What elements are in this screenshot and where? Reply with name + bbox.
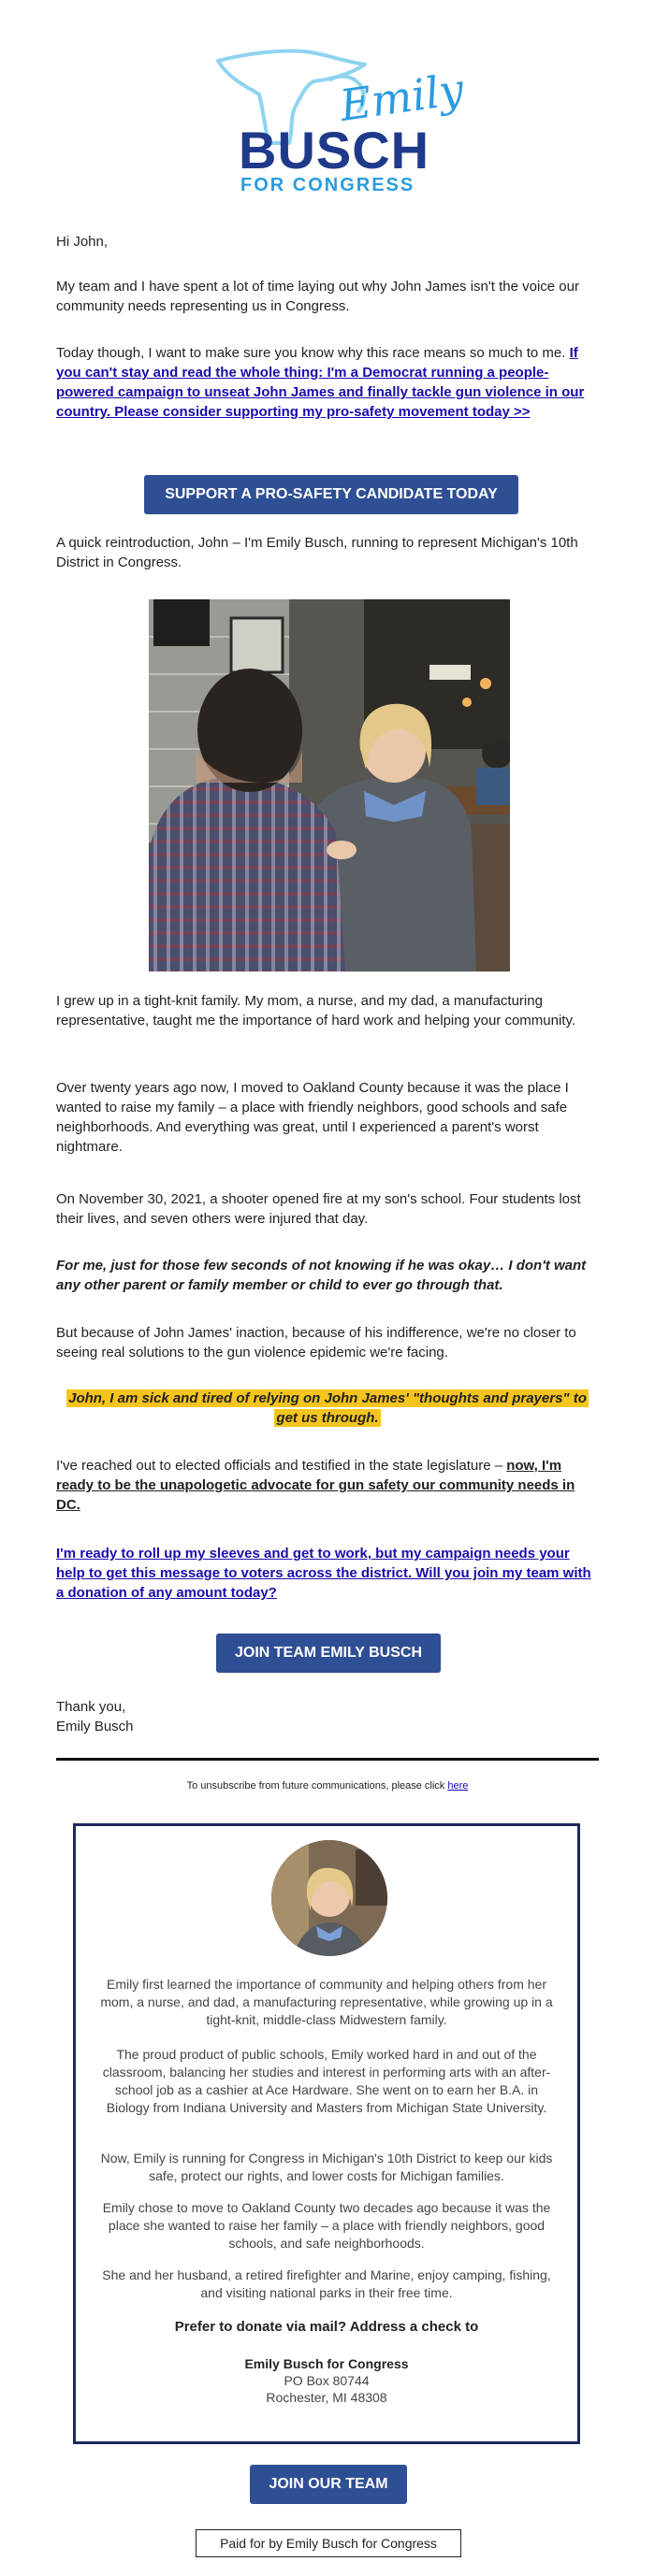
paragraph-family: I grew up in a tight-knit family. My mom, a nurse, and my dad, a manufacturing representative, taught me the importance of hard work and helping your community.: [56, 993, 576, 1029]
paragraph-advocate-lead: I've reached out to elected officials and testified in the state legislature –: [56, 1458, 507, 1474]
logo-surname: BUSCH: [239, 121, 430, 180]
paid-for-disclaimer: [196, 2529, 461, 2557]
bio-box: [73, 1823, 580, 2444]
support-movement-link[interactable]: If you can't stay and read the whole thing: I'm a Democrat running a people-powered campaign to unseat John James and finally tackle gun violence in our country. Please consider supporting my pro-safety movement today >>: [56, 345, 585, 420]
mail-po-box: PO Box 80744: [284, 2373, 370, 2388]
paragraph-reintroduction: A quick reintroduction, John – I'm Emily Busch, running to represent Michigan's 10th District in Congress.: [56, 535, 578, 570]
support-candidate-button[interactable]: SUPPORT A PRO-SAFETY CANDIDATE TODAY: [144, 475, 518, 514]
paragraph-why-race-lead: Today though, I want to make sure you know why this race means so much to me.: [56, 345, 570, 361]
signature: Emily Busch: [56, 1719, 134, 1734]
mail-city: Rochester, MI 48308: [266, 2390, 387, 2405]
highlighted-statement-text: John, I am sick and tired of relying on John James' "thoughts and prayers" to get us through.: [68, 1390, 587, 1426]
paid-for-text: Paid for by Emily Busch for Congress: [220, 2536, 437, 2551]
join-our-team-button[interactable]: JOIN OUR TEAM: [250, 2465, 407, 2504]
paragraph-oakland-county: Over twenty years ago now, I moved to Oakland County because it was the place I wanted to raise my family – a place with friendly neighbors, good schools and safe neighborhoods. And everything was great, until I experienced a parent's worst nightmare.: [56, 1080, 569, 1155]
campaign-logo: [211, 33, 467, 201]
logo-script-name: Emily: [336, 64, 467, 131]
join-team-button[interactable]: JOIN TEAM EMILY BUSCH: [216, 1633, 441, 1673]
paragraph-why-race: [56, 343, 599, 422]
bio-paragraph-oakland: Emily chose to move to Oakland County two decades ago because it was the place she wanted to raise her family – a place with friendly neighbors, good schools, and safe neighborhoods.: [102, 2200, 551, 2251]
signoff: Thank you,: [56, 1699, 126, 1715]
paragraph-donation-ask: [56, 1544, 599, 1603]
bio-paragraph-upbringing: Emily first learned the importance of community and helping others from her mom, a nurse, and dad, a manufacturing representative, while growing up in a tight-knit, middle-class Midwestern family.: [100, 1977, 553, 2027]
bio-paragraph-education: The proud product of public schools, Emily worked hard in and out of the classroom, balancing her studies and interest in performing arts with an after-school job as a cashier at Ace Hardware. She went on to earn her B.A. in Biology from Indiana University and Masters from Michigan State University.: [102, 2047, 551, 2115]
paragraph-inaction: But because of John James' inaction, because of his indifference, we're no closer to seeing real solutions to the gun violence epidemic we're facing.: [56, 1325, 576, 1360]
paragraph-intro: My team and I have spent a lot of time laying out why John James isn't the voice our community needs representing us in Congress.: [56, 279, 579, 314]
bio-paragraph-running: Now, Emily is running for Congress in Michigan's 10th District to keep our kids safe, protect our rights, and lower costs for Michigan families.: [100, 2151, 553, 2183]
highlighted-statement: [56, 1389, 599, 1428]
greeting: Hi John,: [56, 234, 109, 250]
donation-link[interactable]: I'm ready to roll up my sleeves and get to work, but my campaign needs your help to get this message to voters across the district. Will you join my team with a donation of any amount today?: [56, 1546, 591, 1601]
unsubscribe-link[interactable]: here: [447, 1780, 469, 1792]
logo-tagline: FOR CONGRESS: [240, 175, 415, 195]
paragraph-advocate: [56, 1456, 599, 1515]
bio-paragraph-family: She and her husband, a retired firefighter and Marine, enjoy camping, fishing, and visiting national parks in their free time.: [102, 2267, 551, 2300]
mail-org-name: Emily Busch for Congress: [244, 2356, 409, 2371]
paragraph-shooting: On November 30, 2021, a shooter opened fire at my son's school. Four students lost their lives, and seven others were injured that day.: [56, 1191, 581, 1227]
section-divider: [56, 1758, 599, 1761]
paragraph-advocate-bold: now, I'm ready to be the unapologetic advocate for gun safety our community needs in DC.: [56, 1458, 575, 1513]
candidate-avatar: [271, 1840, 387, 1956]
paragraph-emphasis: For me, just for those few seconds of not knowing if he was okay… I don't want any other parent or family member or child to ever go through that.: [56, 1258, 587, 1293]
unsubscribe-line: [56, 1780, 599, 1792]
candidate-conversation-photo: [149, 599, 510, 971]
unsubscribe-text: To unsubscribe from future communications, please click: [186, 1780, 448, 1792]
mail-donation-heading: Prefer to donate via mail? Address a check to: [174, 2319, 479, 2335]
